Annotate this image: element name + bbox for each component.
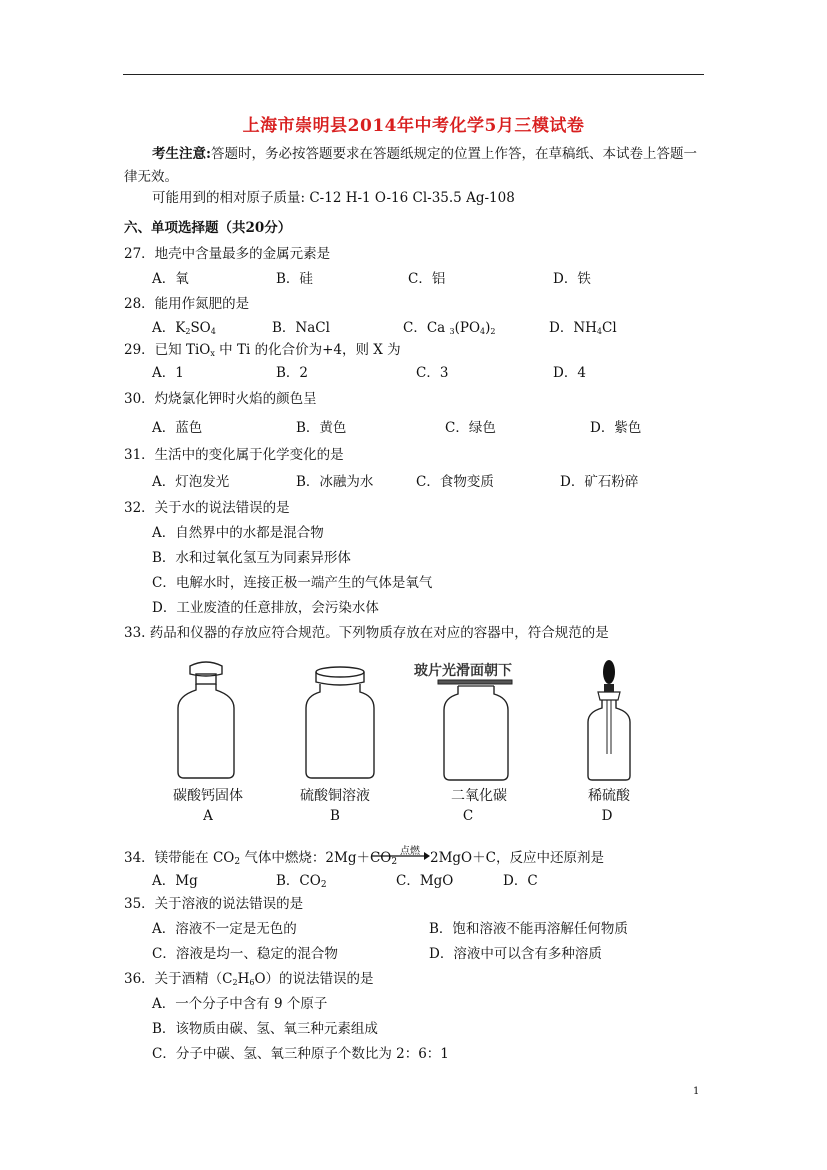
bottle-a-label: 碳酸钙固体 (173, 788, 243, 804)
exam-notice (124, 143, 709, 189)
q27-option-b: B．硅 (276, 271, 313, 287)
bottle-b-icon (300, 664, 380, 780)
page-number: 1 (693, 1086, 700, 1097)
bottle-a-letter: A (203, 808, 213, 824)
q35-option-b: B．饱和溶液不能再溶解任何物质 (429, 921, 628, 937)
q28-option-b: B．NaCl (272, 320, 330, 336)
bottle-c-label: 二氧化碳 (451, 788, 507, 804)
q32-option-c: C．电解水时，连接正极一端产生的气体是氧气 (152, 575, 433, 591)
q35-option-d: D．溶液中可以含有多种溶质 (429, 946, 602, 962)
q34-option-b: B．CO2 (276, 873, 327, 890)
arrow-icon (372, 844, 432, 864)
q35-stem: 35．关于溶液的说法错误的是 (124, 896, 304, 912)
q31-option-d: D．矿石粉碎 (560, 474, 639, 490)
q36-option-a: A．一个分子中含有 9 个原子 (152, 996, 328, 1012)
q27-option-d: D．铁 (553, 271, 591, 287)
q32-stem: 32．关于水的说法错误的是 (124, 500, 290, 516)
q28-option-c: C．Ca $_3(PO_4)_2$ (403, 320, 496, 336)
q36-stem: 36．关于酒精$(C_2H_6O)$的说法错误的是 (124, 971, 374, 987)
q29-option-b: B．2 (276, 365, 309, 381)
notice-label: 考生注意: (152, 146, 211, 162)
q28-stem: 28．能用作氮肥的是 (124, 296, 250, 312)
q34-option-c: C．MgO (396, 873, 454, 889)
section-heading: 六、单项选择题（共20分） (124, 220, 292, 236)
q33-stem: 33. 药品和仪器的存放应符合规范。下列物质存放在对应的容器中，符合规范的是 (124, 625, 609, 641)
q34-option-a: A．Mg (152, 873, 198, 889)
q32-option-d: D．工业废渣的任意排放，会污染水体 (152, 600, 379, 616)
q30-stem: 30．灼烧氯化钾时火焰的颜色呈 (124, 391, 317, 407)
q27-option-c: C．铝 (408, 271, 446, 287)
q30-option-b: B．黄色 (296, 420, 347, 436)
q29-option-d: D．4 (553, 365, 586, 381)
bottle-d-icon (584, 658, 634, 782)
q32-option-a: A．自然界中的水都是混合物 (152, 525, 324, 541)
q30-option-a: A．蓝色 (152, 420, 203, 436)
q35-option-c: C．溶液是均一、稳定的混合物 (152, 946, 338, 962)
bottle-c-letter: C (462, 808, 474, 824)
bottle-c-icon (436, 678, 516, 782)
q28-option-a: A．$K_2SO_4$ (152, 320, 216, 336)
q27-stem: 27．地壳中含量最多的金属元素是 (124, 246, 331, 262)
glass-plate-note: 玻片光滑面朝下 (414, 663, 512, 679)
q28-option-d: D．$NH_4Cl$ (549, 320, 617, 336)
q34-option-d: D．C (503, 873, 538, 889)
q31-option-a: A．灯泡发光 (152, 474, 230, 490)
q27-option-a: A．氧 (152, 271, 189, 287)
q29-option-a: A．1 (152, 365, 184, 381)
header-rule (123, 74, 704, 75)
q36-option-b: B．该物质由碳、氢、氧三种元素组成 (152, 1021, 378, 1037)
q31-option-c: C．食物变质 (416, 474, 494, 490)
bottle-d-label: 稀硫酸 (588, 788, 630, 804)
notice-text: 答题时，务必按答题要求在答题纸规定的位置上作答，在草稿纸、本试卷上答题一律无效。 (124, 146, 697, 185)
q34-stem-right: 2MgO＋C，反应中还原剂是 (430, 850, 604, 866)
q29-stem: 29．已知 TiO$_x$ 中 Ti 的化合价为+4，则 X 为 (124, 342, 401, 358)
bottle-d-letter: D (601, 808, 613, 824)
q30-option-c: C．绿色 (445, 420, 496, 436)
q36-option-c: C．分子中碳、氢、氧三种原子个数比为 2：6：1 (152, 1046, 449, 1062)
q31-stem: 31．生活中的变化属于化学变化的是 (124, 447, 344, 463)
atomic-masses: 可能用到的相对原子质量: C-12 H-1 O-16 Cl-35.5 Ag-108 (152, 190, 515, 206)
q31-option-b: B．冰融为水 (296, 474, 374, 490)
q35-option-a: A．溶液不一定是无色的 (152, 921, 297, 937)
q34-stem-left: 34．镁带能在 CO2 气体中燃烧：2Mg＋CO2 (124, 850, 398, 867)
q30-option-d: D．紫色 (590, 420, 642, 436)
q32-option-b: B．水和过氧化氢互为同素异形体 (152, 550, 351, 566)
page-title: 上海市崇明县2014年中考化学5月三模试卷 (242, 116, 585, 136)
q29-option-c: C．3 (416, 365, 449, 381)
reaction-condition: 点燃 (400, 846, 420, 857)
reaction-arrow (372, 844, 432, 864)
bottle-b-letter: B (330, 808, 340, 824)
bottle-b-label: 硫酸铜溶液 (300, 788, 370, 804)
bottle-a-icon (170, 660, 242, 780)
